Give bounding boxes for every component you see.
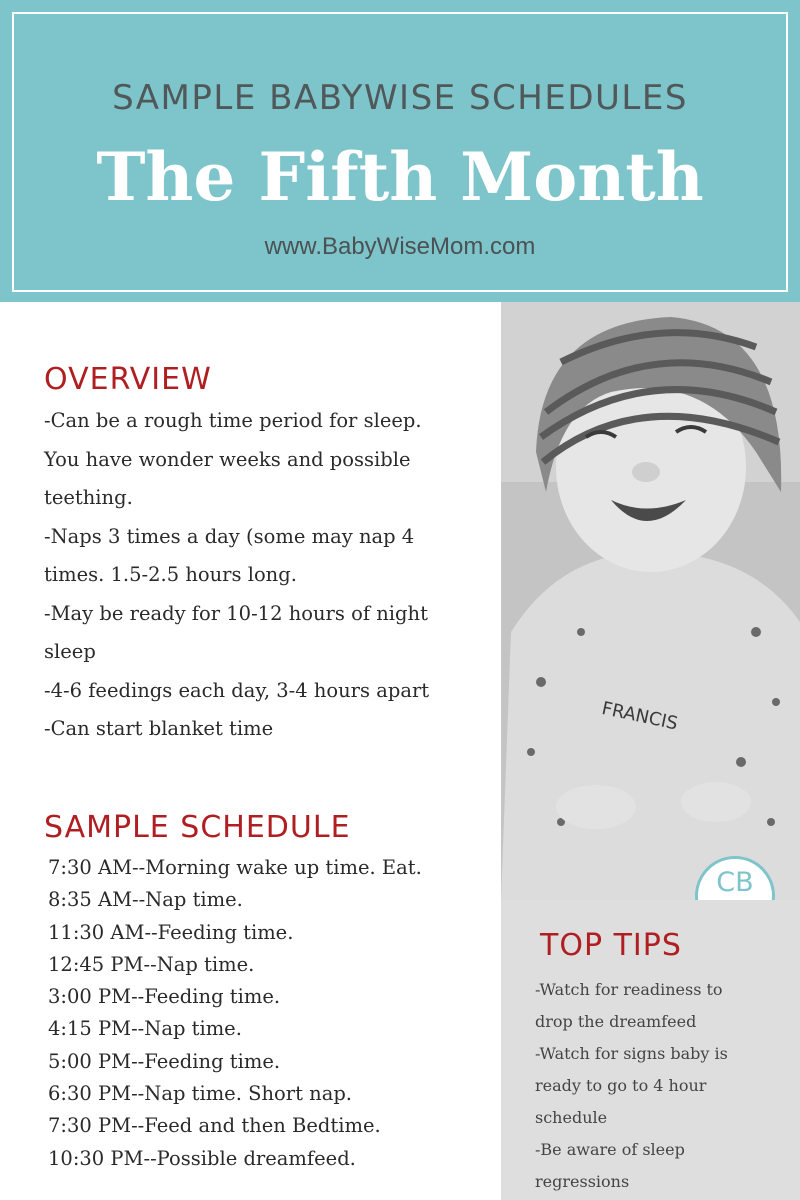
tip-line: regressions bbox=[535, 1172, 630, 1191]
tip-line: -Watch for signs baby is bbox=[535, 1044, 728, 1063]
schedule-line: 10:30 PM--Possible dreamfeed. bbox=[48, 1146, 356, 1170]
overview-line: -Can be a rough time period for sleep. bbox=[44, 409, 422, 432]
tips-list bbox=[535, 974, 728, 1198]
schedule-line: 11:30 AM--Feeding time. bbox=[48, 920, 294, 944]
tip-line: ready to go to 4 hour bbox=[535, 1076, 707, 1095]
schedule-list bbox=[48, 852, 422, 1175]
schedule-line: 4:15 PM--Nap time. bbox=[48, 1017, 242, 1041]
tips-heading: TOP TIPS bbox=[540, 928, 682, 963]
tip-line: drop the dreamfeed bbox=[535, 1012, 697, 1031]
overview-list bbox=[44, 402, 429, 749]
tip-line: schedule bbox=[535, 1108, 608, 1127]
overview-line: You have wonder weeks and possible bbox=[44, 447, 411, 471]
overview-line: -4-6 feedings each day, 3-4 hours apart bbox=[44, 678, 430, 702]
overview-line: -Can start blanket time bbox=[44, 717, 274, 740]
schedule-line: 7:30 AM--Morning wake up time. Eat. bbox=[48, 856, 422, 879]
site-url: www.BabyWiseMom.com bbox=[264, 233, 536, 260]
schedule-line: 8:35 AM--Nap time. bbox=[48, 888, 243, 912]
shirt-print-text: FRANCIS bbox=[599, 697, 680, 735]
schedule-line: 6:30 PM--Nap time. Short nap. bbox=[48, 1082, 353, 1106]
overview-line: sleep bbox=[44, 640, 96, 663]
page-title: The Fifth Month bbox=[96, 138, 704, 216]
schedule-line: 3:00 PM--Feeding time. bbox=[48, 985, 281, 1009]
overview-line: -Naps 3 times a day (some may nap 4 bbox=[44, 524, 415, 548]
overview-line: teething. bbox=[44, 486, 133, 509]
tip-line: -Be aware of sleep bbox=[535, 1140, 685, 1159]
schedule-line: 5:00 PM--Feeding time. bbox=[48, 1049, 281, 1073]
overview-heading: OVERVIEW bbox=[44, 362, 212, 397]
schedule-heading: SAMPLE SCHEDULE bbox=[44, 810, 351, 845]
overview-line: times. 1.5-2.5 hours long. bbox=[44, 563, 297, 586]
baby-illustration bbox=[501, 302, 800, 900]
tip-line: -Watch for readiness to bbox=[535, 980, 723, 999]
logo-line-top: CB bbox=[716, 867, 754, 898]
schedule-line: 7:30 PM--Feed and then Bedtime. bbox=[48, 1114, 381, 1138]
header-banner bbox=[0, 0, 800, 302]
overview-line: -May be ready for 10-12 hours of night bbox=[44, 601, 428, 625]
schedule-line: 12:45 PM--Nap time. bbox=[48, 952, 255, 976]
header-kicker: SAMPLE BABYWISE SCHEDULES bbox=[112, 78, 688, 118]
baby-photo bbox=[501, 302, 800, 900]
